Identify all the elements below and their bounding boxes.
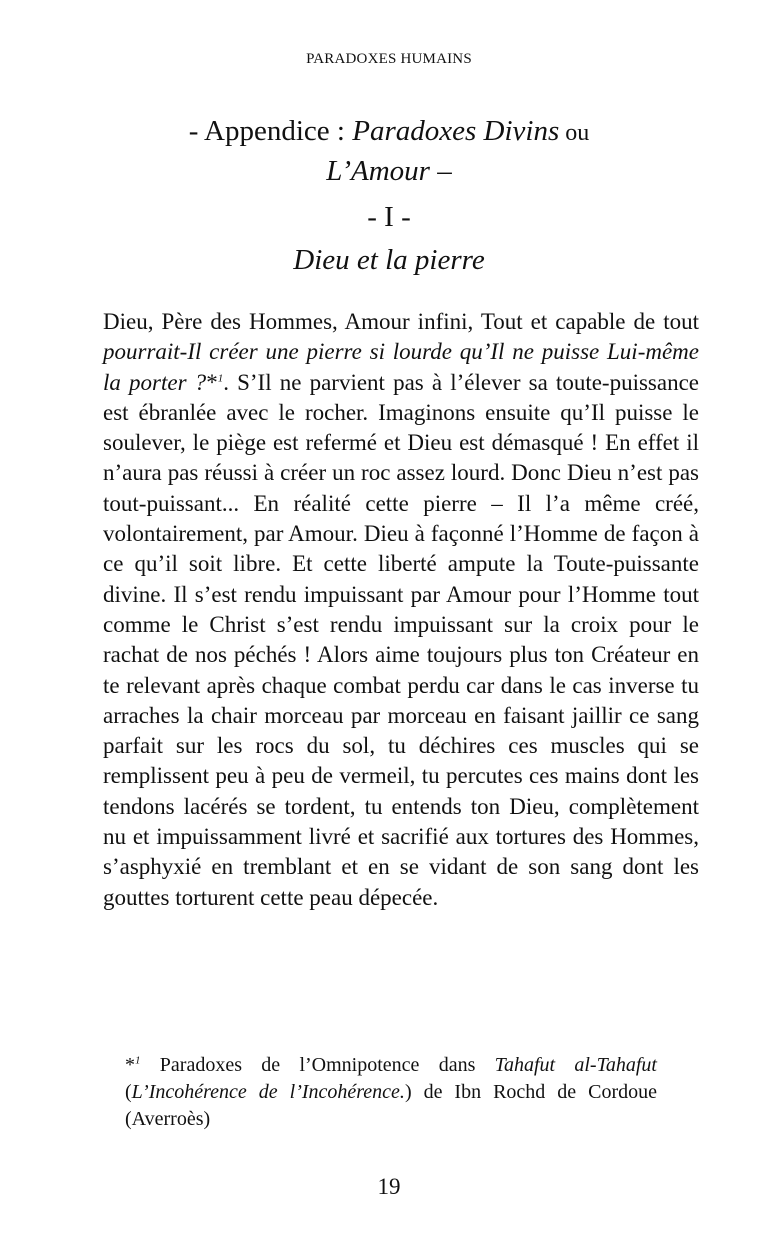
body-question: pourrait-Il créer une pierre si lourde qu’Il ne puisse Lui-même la porter ? — [103, 339, 699, 395]
footnote-work-title: Tahafut al-Tahafut — [494, 1054, 657, 1076]
footnote-number: 1 — [135, 1054, 141, 1067]
appendix-title: Paradoxes Divins — [352, 115, 560, 147]
appendix-heading-line-1 — [0, 112, 778, 152]
page-number: 19 — [377, 1174, 401, 1199]
footnote-text-3: ) de Ibn Rochd de Cordoue (Averroès) — [125, 1081, 657, 1130]
note-marker: * — [206, 369, 218, 395]
chapter-title: Dieu et la pierre — [293, 244, 485, 276]
appendix-heading — [0, 112, 778, 190]
appendix-prefix: - Appendice : — [188, 115, 353, 147]
footnote-marker: * — [125, 1054, 135, 1076]
note-reference: 1 — [217, 371, 224, 384]
footnote-text-2: ( — [125, 1081, 132, 1103]
chapter-number: - I - — [367, 201, 411, 233]
body-text-part-1: Dieu, Père des Hommes, Amour infini, Tout et capable de tout — [103, 309, 699, 334]
appendix-connector: ou — [559, 120, 590, 146]
body-text-part-2: . S’Il ne parvient pas à l’élever sa toute-puissance est ébranlée avec le rocher. Imaginons ensuite qu’Il puisse le soulever, le piège est refermé et Dieu est démasqué ! En effet il n’aura pas réussi à créer un roc assez lourd. Donc Dieu n’est pas tout-puissant... En réalité cette pierre – Il l’a même créé, volontairement, par Amour. Dieu à façonné l’Homme de façon à ce qu’il soit libre. Et cette liberté ampute la Toute-puissante divine. Il s’est rendu impuissant par Amour pour l’Homme tout comme le Christ s’est rendu impuissant sur la croix pour le rachat de nos péchés ! Alors aime toujours plus ton Créateur en te relevant après chaque combat perdu car dans le cas inverse tu arraches la chair morceau par morceau en faisant jaillir ce sang parfait sur les rocs du sol, tu déchires ces muscles qui se remplissent peu à peu de vermeil, tu percutes ces mains dont les tendons lacérés se tordent, tu entends ton Dieu, complètement nu et impuissamment livré et sacrifié aux tortures des Hommes, s’asphyxié en tremblant et en se vidant de son sang dont les gouttes torturent cette peau dépecée. — [103, 369, 699, 910]
footnote-translation: L’Incohérence de l’Incohérence. — [131, 1081, 405, 1103]
footnote — [125, 1052, 657, 1133]
appendix-heading-line-2: L’Amour – — [326, 155, 452, 187]
running-head: PARADOXES HUMAINS — [306, 51, 472, 67]
footnote-text-1: Paradoxes de l’Omnipotence dans — [140, 1054, 495, 1076]
body-paragraph — [103, 307, 699, 913]
